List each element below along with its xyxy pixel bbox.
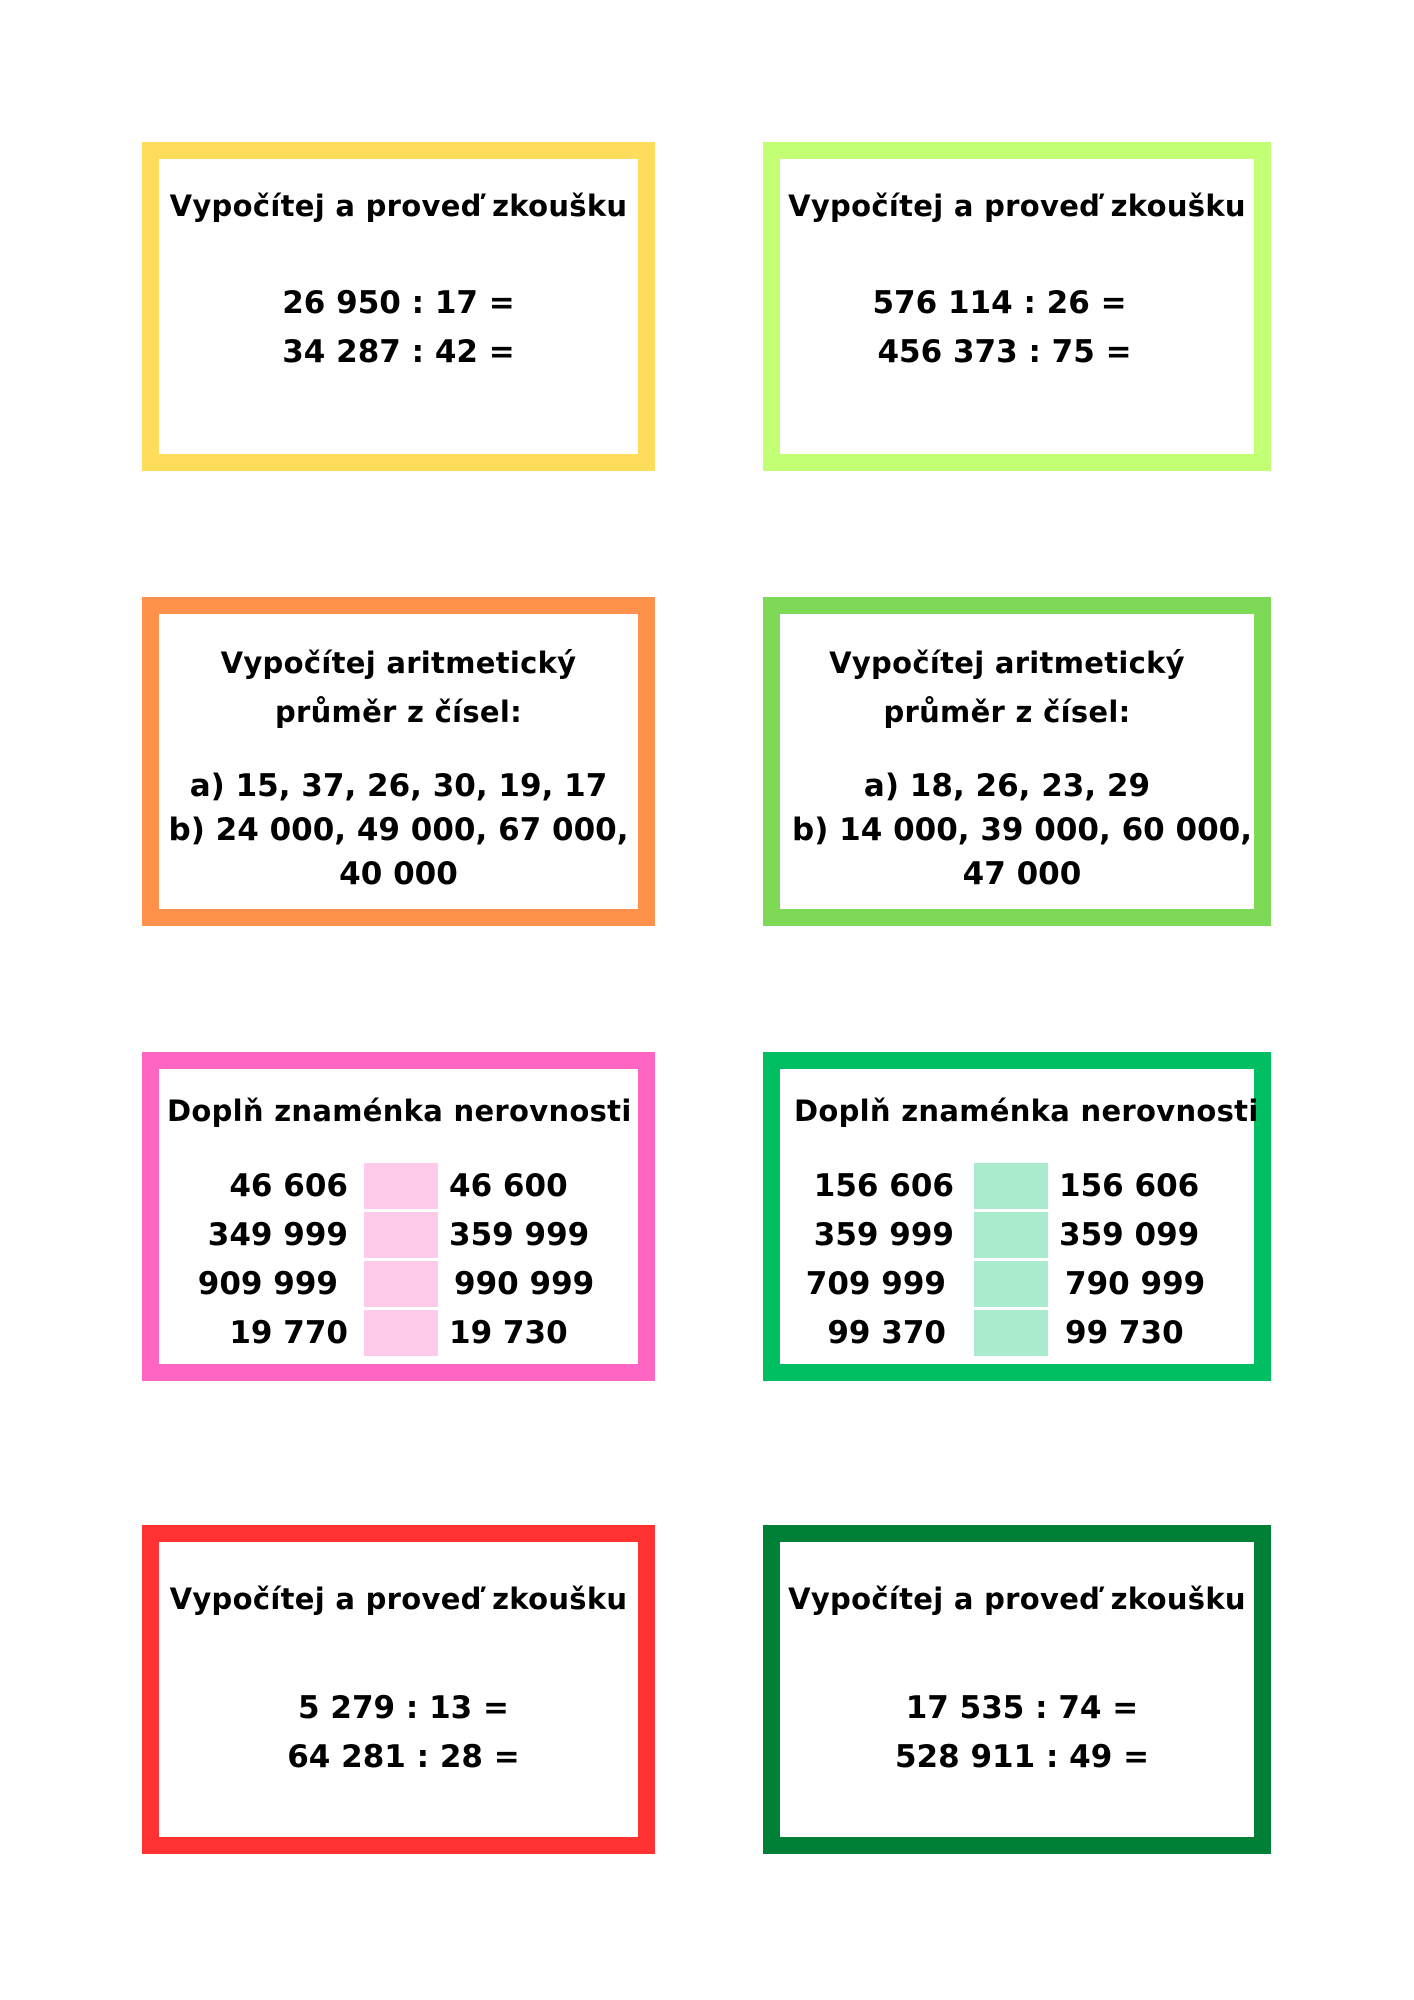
card-inequality-2	[763, 1052, 1271, 1381]
left-number: 156 606	[813, 1168, 954, 1204]
list-a: a) 15, 37, 26, 30, 19, 17	[189, 768, 608, 804]
left-number: 46 606	[229, 1168, 348, 1204]
list-b-continued: 47 000	[962, 856, 1082, 892]
left-number: 99 370	[827, 1315, 946, 1351]
left-number: 909 999	[197, 1266, 338, 1302]
list-b-continued: 40 000	[339, 856, 458, 892]
problem-lines	[755, 279, 1254, 377]
problem-line: 5 279 : 13 =	[298, 1690, 509, 1726]
list-b: b) 24 000, 49 000, 67 000,	[168, 812, 629, 848]
problem-line: 17 535 : 74 =	[905, 1690, 1139, 1726]
problem-line: 64 281 : 28 =	[287, 1739, 520, 1775]
problem-line: 456 373 : 75 =	[877, 334, 1132, 370]
number-lists	[790, 764, 1254, 896]
answer-box[interactable]	[364, 1310, 438, 1356]
problem-lines	[169, 1684, 638, 1782]
problem-lines	[790, 1684, 1254, 1782]
list-b: b) 14 000, 39 000, 60 000,	[792, 812, 1252, 848]
right-number: 359 999	[449, 1217, 590, 1253]
card-title: Vypočítej aritmetický průměr z čísel:	[829, 646, 1185, 729]
right-number: 46 600	[449, 1168, 568, 1204]
card-title: Vypočítej aritmetický průměr z čísel:	[220, 646, 577, 729]
answer-box[interactable]	[974, 1163, 1048, 1209]
answer-box[interactable]	[974, 1261, 1048, 1307]
inequality-row	[780, 1211, 1254, 1260]
problem-line: 26 950 : 17 =	[282, 285, 515, 321]
left-number: 709 999	[805, 1266, 946, 1302]
right-number: 156 606	[1059, 1168, 1200, 1204]
inequality-row	[159, 1162, 638, 1211]
number-lists	[159, 764, 638, 896]
answer-box[interactable]	[974, 1212, 1048, 1258]
card-title: Vypočítej a proveď zkoušku	[788, 1582, 1246, 1616]
inequality-grid	[159, 1162, 638, 1358]
problem-lines	[159, 279, 638, 377]
answer-box[interactable]	[974, 1310, 1048, 1356]
answer-box[interactable]	[364, 1212, 438, 1258]
left-number: 349 999	[207, 1217, 348, 1253]
card-division-2	[763, 142, 1271, 471]
right-number: 359 099	[1059, 1217, 1200, 1253]
inequality-grid	[780, 1162, 1254, 1358]
problem-line: 576 114 : 26 =	[872, 285, 1127, 321]
card-title: Vypočítej a proveď zkoušku	[169, 1582, 628, 1616]
right-number: 790 999	[1065, 1266, 1206, 1302]
card-title: Doplň znaménka nerovnosti	[167, 1094, 632, 1128]
card-title: Vypočítej a proveď zkoušku	[169, 189, 628, 223]
inequality-row	[780, 1309, 1254, 1358]
left-number: 359 999	[813, 1217, 954, 1253]
card-division-1	[142, 142, 655, 471]
inequality-row	[780, 1162, 1254, 1211]
problem-line: 528 911 : 49 =	[894, 1739, 1150, 1775]
right-number: 99 730	[1065, 1315, 1184, 1351]
card-division-3	[142, 1525, 655, 1854]
inequality-row	[159, 1260, 638, 1309]
card-inequality-1	[142, 1052, 655, 1381]
answer-box[interactable]	[364, 1261, 438, 1307]
list-a: a) 18, 26, 23, 29	[863, 768, 1151, 804]
right-number: 990 999	[454, 1266, 595, 1302]
inequality-row	[159, 1211, 638, 1260]
inequality-row	[780, 1260, 1254, 1309]
answer-box[interactable]	[364, 1163, 438, 1209]
card-division-4	[763, 1525, 1271, 1854]
inequality-row	[159, 1309, 638, 1358]
card-title: Vypočítej a proveď zkoušku	[788, 189, 1246, 223]
card-average-2	[763, 597, 1271, 926]
problem-line: 34 287 : 42 =	[282, 334, 515, 370]
left-number: 19 770	[229, 1315, 348, 1351]
card-average-1	[142, 597, 655, 926]
card-title: Doplň znaménka nerovnosti	[794, 1094, 1259, 1128]
right-number: 19 730	[449, 1315, 568, 1351]
